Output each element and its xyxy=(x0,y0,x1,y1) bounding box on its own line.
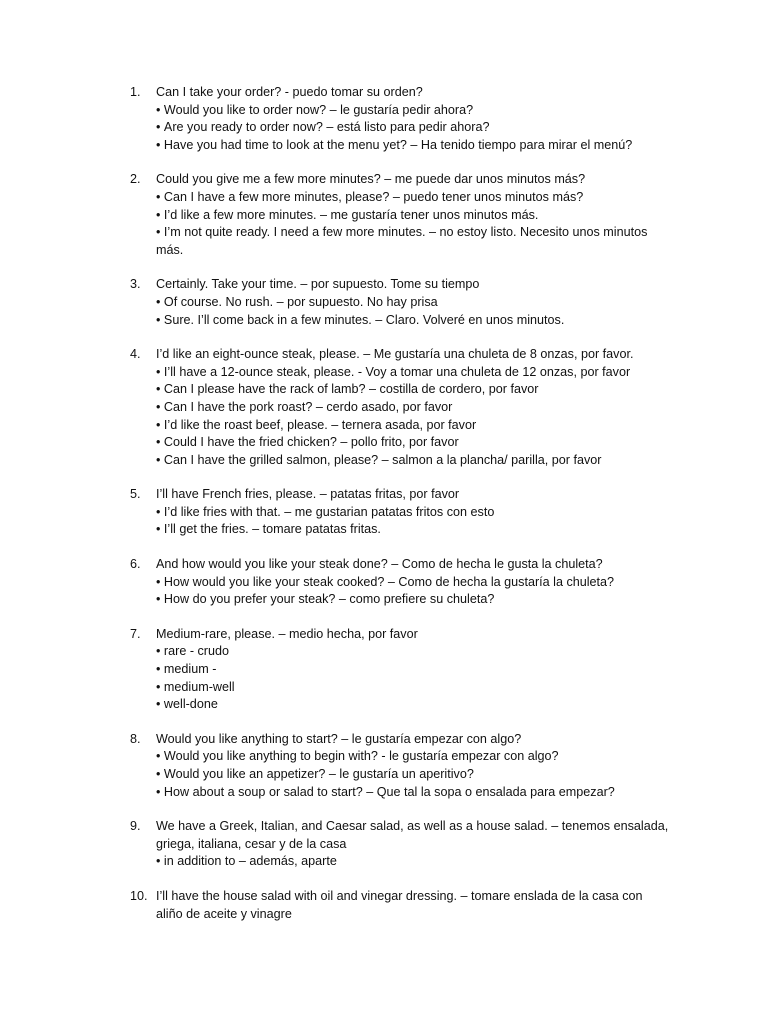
list-item-10 xyxy=(130,888,670,923)
item-bullet-line: • Could I have the fried chicken? – pollo frito, por favor xyxy=(156,434,670,452)
list-item-5 xyxy=(130,486,670,539)
item-bullet-line: • Can I have a few more minutes, please? – puedo tener unos minutos más? xyxy=(156,189,670,207)
item-number: 10. xyxy=(130,888,148,903)
item-bullet-line: • Are you ready to order now? – está listo para pedir ahora? xyxy=(156,119,670,137)
item-number: 3. xyxy=(130,277,141,292)
item-bullet-line: • Can I please have the rack of lamb? – costilla de cordero, por favor xyxy=(156,381,670,399)
list-item-6 xyxy=(130,556,670,609)
item-main-line: Medium-rare, please. – medio hecha, por favor xyxy=(156,626,418,641)
item-main-line: And how would you like your steak done? – Como de hecha le gusta la chuleta? xyxy=(156,557,603,572)
item-number: 7. xyxy=(130,626,141,641)
item-number: 9. xyxy=(130,819,141,834)
item-bullet-line: • How would you like your steak cooked? – Como de hecha la gustaría la chuleta? xyxy=(156,574,670,592)
item-main-line: I’d like an eight-ounce steak, please. – Me gustaría una chuleta de 8 onzas, por favor. xyxy=(156,347,634,362)
list-item-7 xyxy=(130,626,670,714)
item-main-line: I’ll have French fries, please. – patatas fritas, por favor xyxy=(156,487,460,502)
item-bullet-line: • I’d like fries with that. – me gustarian patatas fritos con esto xyxy=(156,504,670,522)
item-bullet-line: • I’m not quite ready. I need a few more minutes. – no estoy listo. Necesito unos minutos más. xyxy=(156,224,670,259)
list-item-1 xyxy=(130,84,670,154)
list-item-9 xyxy=(130,818,670,871)
item-bullet-line: • I’d like the roast beef, please. – ternera asada, por favor xyxy=(156,417,670,435)
phrase-list xyxy=(130,84,670,940)
item-bullet-line: • Would you like to order now? – le gustaría pedir ahora? xyxy=(156,102,670,120)
item-bullet-line: • Can I have the pork roast? – cerdo asado, por favor xyxy=(156,399,670,417)
item-bullet-line: • well-done xyxy=(156,696,670,714)
item-main-line: I’ll have the house salad with oil and vinegar dressing. – tomare enslada de la casa con aliño de aceite y vinagre xyxy=(156,888,643,921)
item-bullet-line: • rare - crudo xyxy=(156,643,670,661)
item-bullet-line: • How about a soup or salad to start? – Que tal la sopa o ensalada para empezar? xyxy=(156,784,670,802)
item-bullet-line: • I’d like a few more minutes. – me gustaría tener unos minutos más. xyxy=(156,207,670,225)
item-bullet-line: • medium-well xyxy=(156,679,670,697)
item-bullet-line: • in addition to – además, aparte xyxy=(156,853,670,871)
item-bullet-line: • I’ll have a 12-ounce steak, please. - Voy a tomar una chuleta de 12 onzas, por favor xyxy=(156,364,670,382)
list-item-2 xyxy=(130,171,670,259)
item-bullet-line: • Of course. No rush. – por supuesto. No hay prisa xyxy=(156,294,670,312)
list-item-4 xyxy=(130,346,670,469)
list-item-8 xyxy=(130,731,670,801)
item-bullet-line: • I’ll get the fries. – tomare patatas fritas. xyxy=(156,521,670,539)
item-bullet-line: • How do you prefer your steak? – como prefiere su chuleta? xyxy=(156,591,670,609)
item-number: 1. xyxy=(130,85,141,99)
item-bullet-line: • Have you had time to look at the menu yet? – Ha tenido tiempo para mirar el menú? xyxy=(156,137,670,155)
item-bullet-line: • Would you like anything to begin with? - le gustaría empezar con algo? xyxy=(156,748,670,766)
item-main-line: We have a Greek, Italian, and Caesar salad, as well as a house salad. – tenemos ensalada, griega, italiana, cesar y de la casa xyxy=(156,819,669,851)
item-bullet-line: • Sure. I’ll come back in a few minutes. – Claro. Volveré en unos minutos. xyxy=(156,312,670,330)
item-bullet-line: • Would you like an appetizer? – le gustaría un aperitivo? xyxy=(156,766,670,784)
list-item-3 xyxy=(130,276,670,329)
item-main-line: Would you like anything to start? – le gustaría empezar con algo? xyxy=(156,731,522,746)
item-number: 5. xyxy=(130,487,141,502)
item-number: 8. xyxy=(130,731,141,746)
item-main-line: Can I take your order? - puedo tomar su orden? xyxy=(156,85,423,99)
item-main-line: Certainly. Take your time. – por supuesto. Tome su tiempo xyxy=(156,277,480,292)
item-bullet-line: • Can I have the grilled salmon, please? – salmon a la plancha/ parilla, por favor xyxy=(156,452,670,470)
item-number: 2. xyxy=(130,172,141,187)
item-bullet-line: • medium - xyxy=(156,661,670,679)
item-number: 6. xyxy=(130,557,141,572)
item-main-line: Could you give me a few more minutes? – me puede dar unos minutos más? xyxy=(156,172,586,187)
item-number: 4. xyxy=(130,347,141,362)
